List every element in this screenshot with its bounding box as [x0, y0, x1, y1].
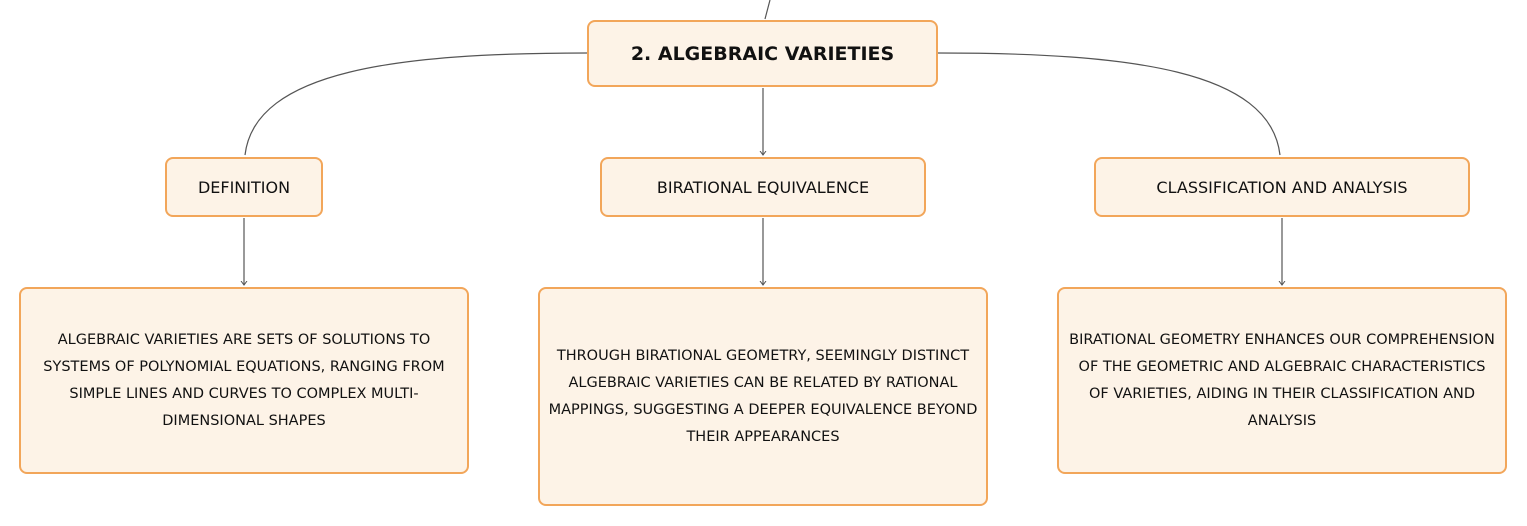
detail-node-classification-and-analysis[interactable] [1057, 287, 1507, 474]
branch-node-definition[interactable] [165, 157, 323, 217]
branch-node-label: BIRATIONAL EQUIVALENCE [656, 177, 870, 197]
connector-root-to-classification [938, 53, 1280, 155]
branch-node-label: CLASSIFICATION AND ANALYSIS [1156, 177, 1408, 197]
detail-node-text: THROUGH BIRATIONAL GEOMETRY, SEEMINGLY DISTINCT ALGEBRAIC VARIETIES CAN BE RELATED BY RATIONAL MAPPINGS, SUGGESTING A DEEPER EQUIVALENCE BEYOND THEIR APPEARANCES [548, 347, 978, 445]
root-node[interactable] [587, 20, 938, 87]
detail-node-text: BIRATIONAL GEOMETRY ENHANCES OUR COMPREHENSION OF THE GEOMETRIC AND ALGEBRAIC CHARACTERISTICS OF VARIETIES, AIDING IN THEIR CLASSIFICATION AND ANALYSIS [1069, 331, 1495, 429]
branch-node-classification-and-analysis[interactable] [1094, 157, 1470, 217]
connector-root-to-definition [245, 53, 587, 155]
detail-node-definition[interactable] [19, 287, 469, 474]
root-node-label: 2. ALGEBRAIC VARIETIES [630, 42, 895, 65]
branch-node-label: DEFINITION [197, 177, 291, 197]
detail-node-text: ALGEBRAIC VARIETIES ARE SETS OF SOLUTIONS TO SYSTEMS OF POLYNOMIAL EQUATIONS, RANGING FROM SIMPLE LINES AND CURVES TO COMPLEX MULTI-DIMENSIONAL SHAPES [43, 331, 445, 429]
branch-node-birational-equivalence[interactable] [600, 157, 926, 217]
detail-node-birational-equivalence[interactable] [538, 287, 988, 506]
incoming-connector [765, 0, 770, 19]
